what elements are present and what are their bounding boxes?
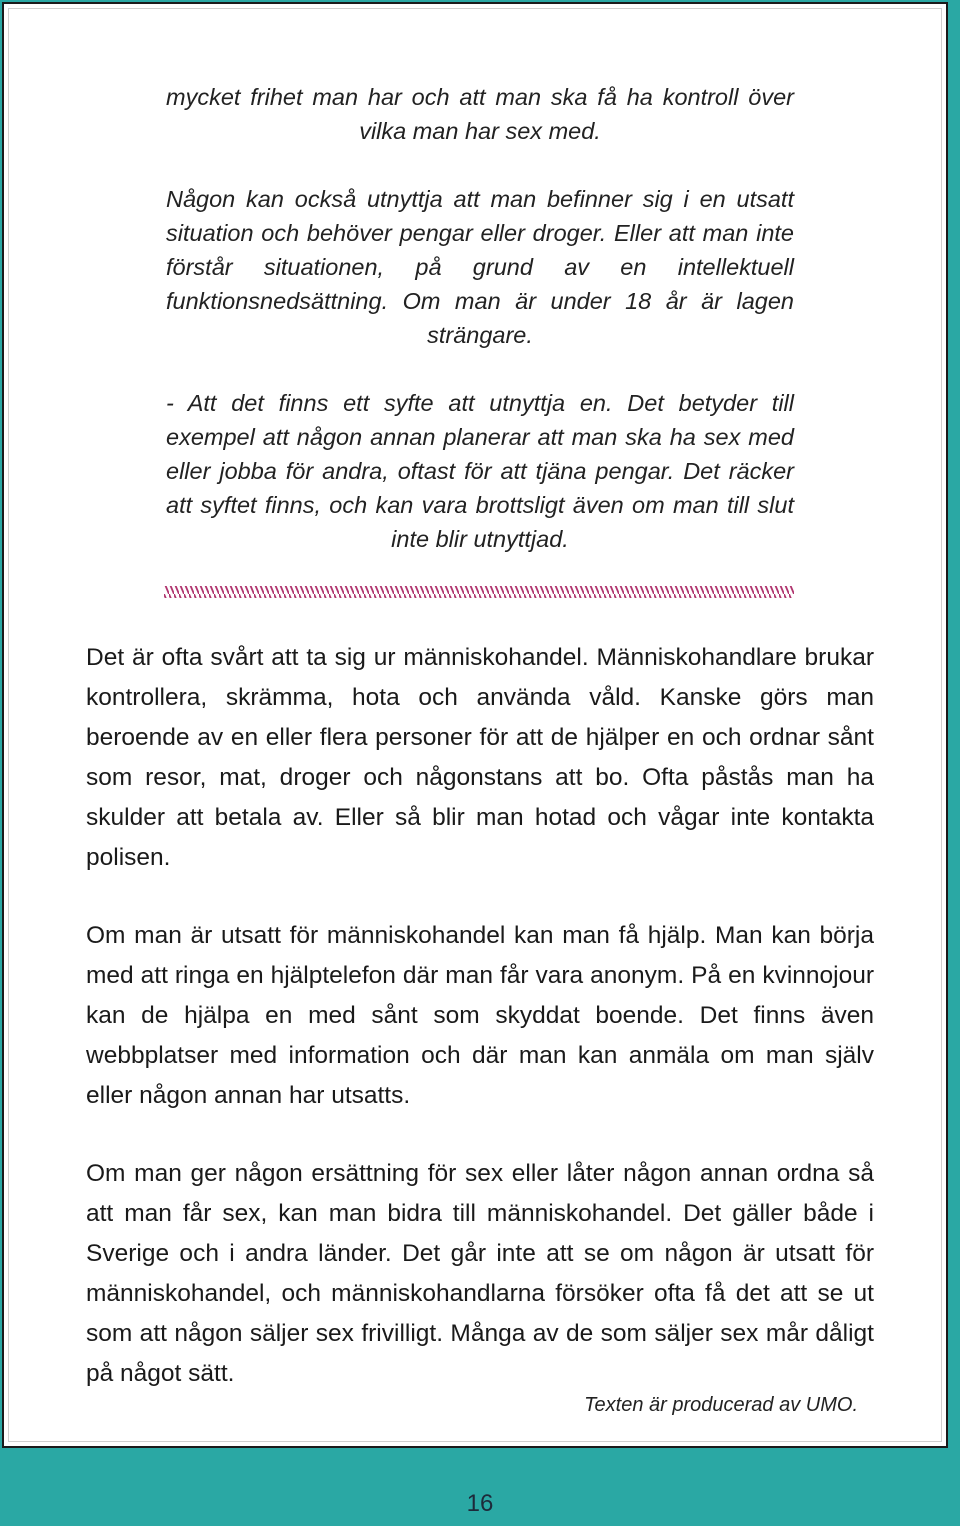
zigzag-divider (164, 582, 794, 602)
body-paragraph-3: Om man ger någon ersättning för sex eller låter någon annan ordna så att man får sex, kan man bidra till människohandel. Det gäller både i Sverige och i andra länder. Det går inte att se om någon är utsatt för människohandel, och människohandlarna försöker ofta få det att se ut som att någon säljer sex frivilligt. Många av de som säljer sex mår dåligt på något sätt. (86, 1160, 874, 1387)
italic-paragraph-1: mycket frihet man har och att man ska få ha kontroll över vilka man har sex med. (166, 84, 794, 144)
body-paragraph-2: Om man är utsatt för människohandel kan man få hjälp. Man kan börja med att ringa en hjälptelefon där man får vara anonym. På en kvinnojour kan de hjälpa en med sånt som skyddat boende. Det finns även webbplatser med information och där man kan anmäla om man själv eller någon annan har utsatts. (86, 922, 874, 1109)
document-page (2, 2, 948, 1448)
source-credit: Texten är producerad av UMO. (584, 1394, 858, 1416)
page-number: 16 (466, 1490, 494, 1517)
italic-paragraph-2: Någon kan också utnyttja att man befinner sig i en utsatt situation och behöver pengar eller droger. Eller att man inte förstår situationen, på grund av en intellektuell funktionsnedsättning. Om man är under 18 år är lagen strängare. (166, 186, 794, 348)
italic-paragraph-3: - Att det finns ett syfte att utnyttja en. Det betyder till exempel att någon annan planerar att man ska ha sex med eller jobba för andra, oftast för att tjäna pengar. Det räcker att syftet finns, och kan vara brottsligt även om man till slut inte blir utnyttjad. (166, 390, 794, 552)
body-paragraph-1: Det är ofta svårt att ta sig ur människohandel. Människohandlare brukar kontrollera, skrämma, hota och använda våld. Kanske görs man beroende av en eller flera personer för att de hjälper en och ordnar sånt som resor, mat, droger och någonstans att bo. Ofta påstås man ha skulder att betala av. Eller så blir man hotad och vågar inte kontakta polisen. (86, 644, 874, 871)
